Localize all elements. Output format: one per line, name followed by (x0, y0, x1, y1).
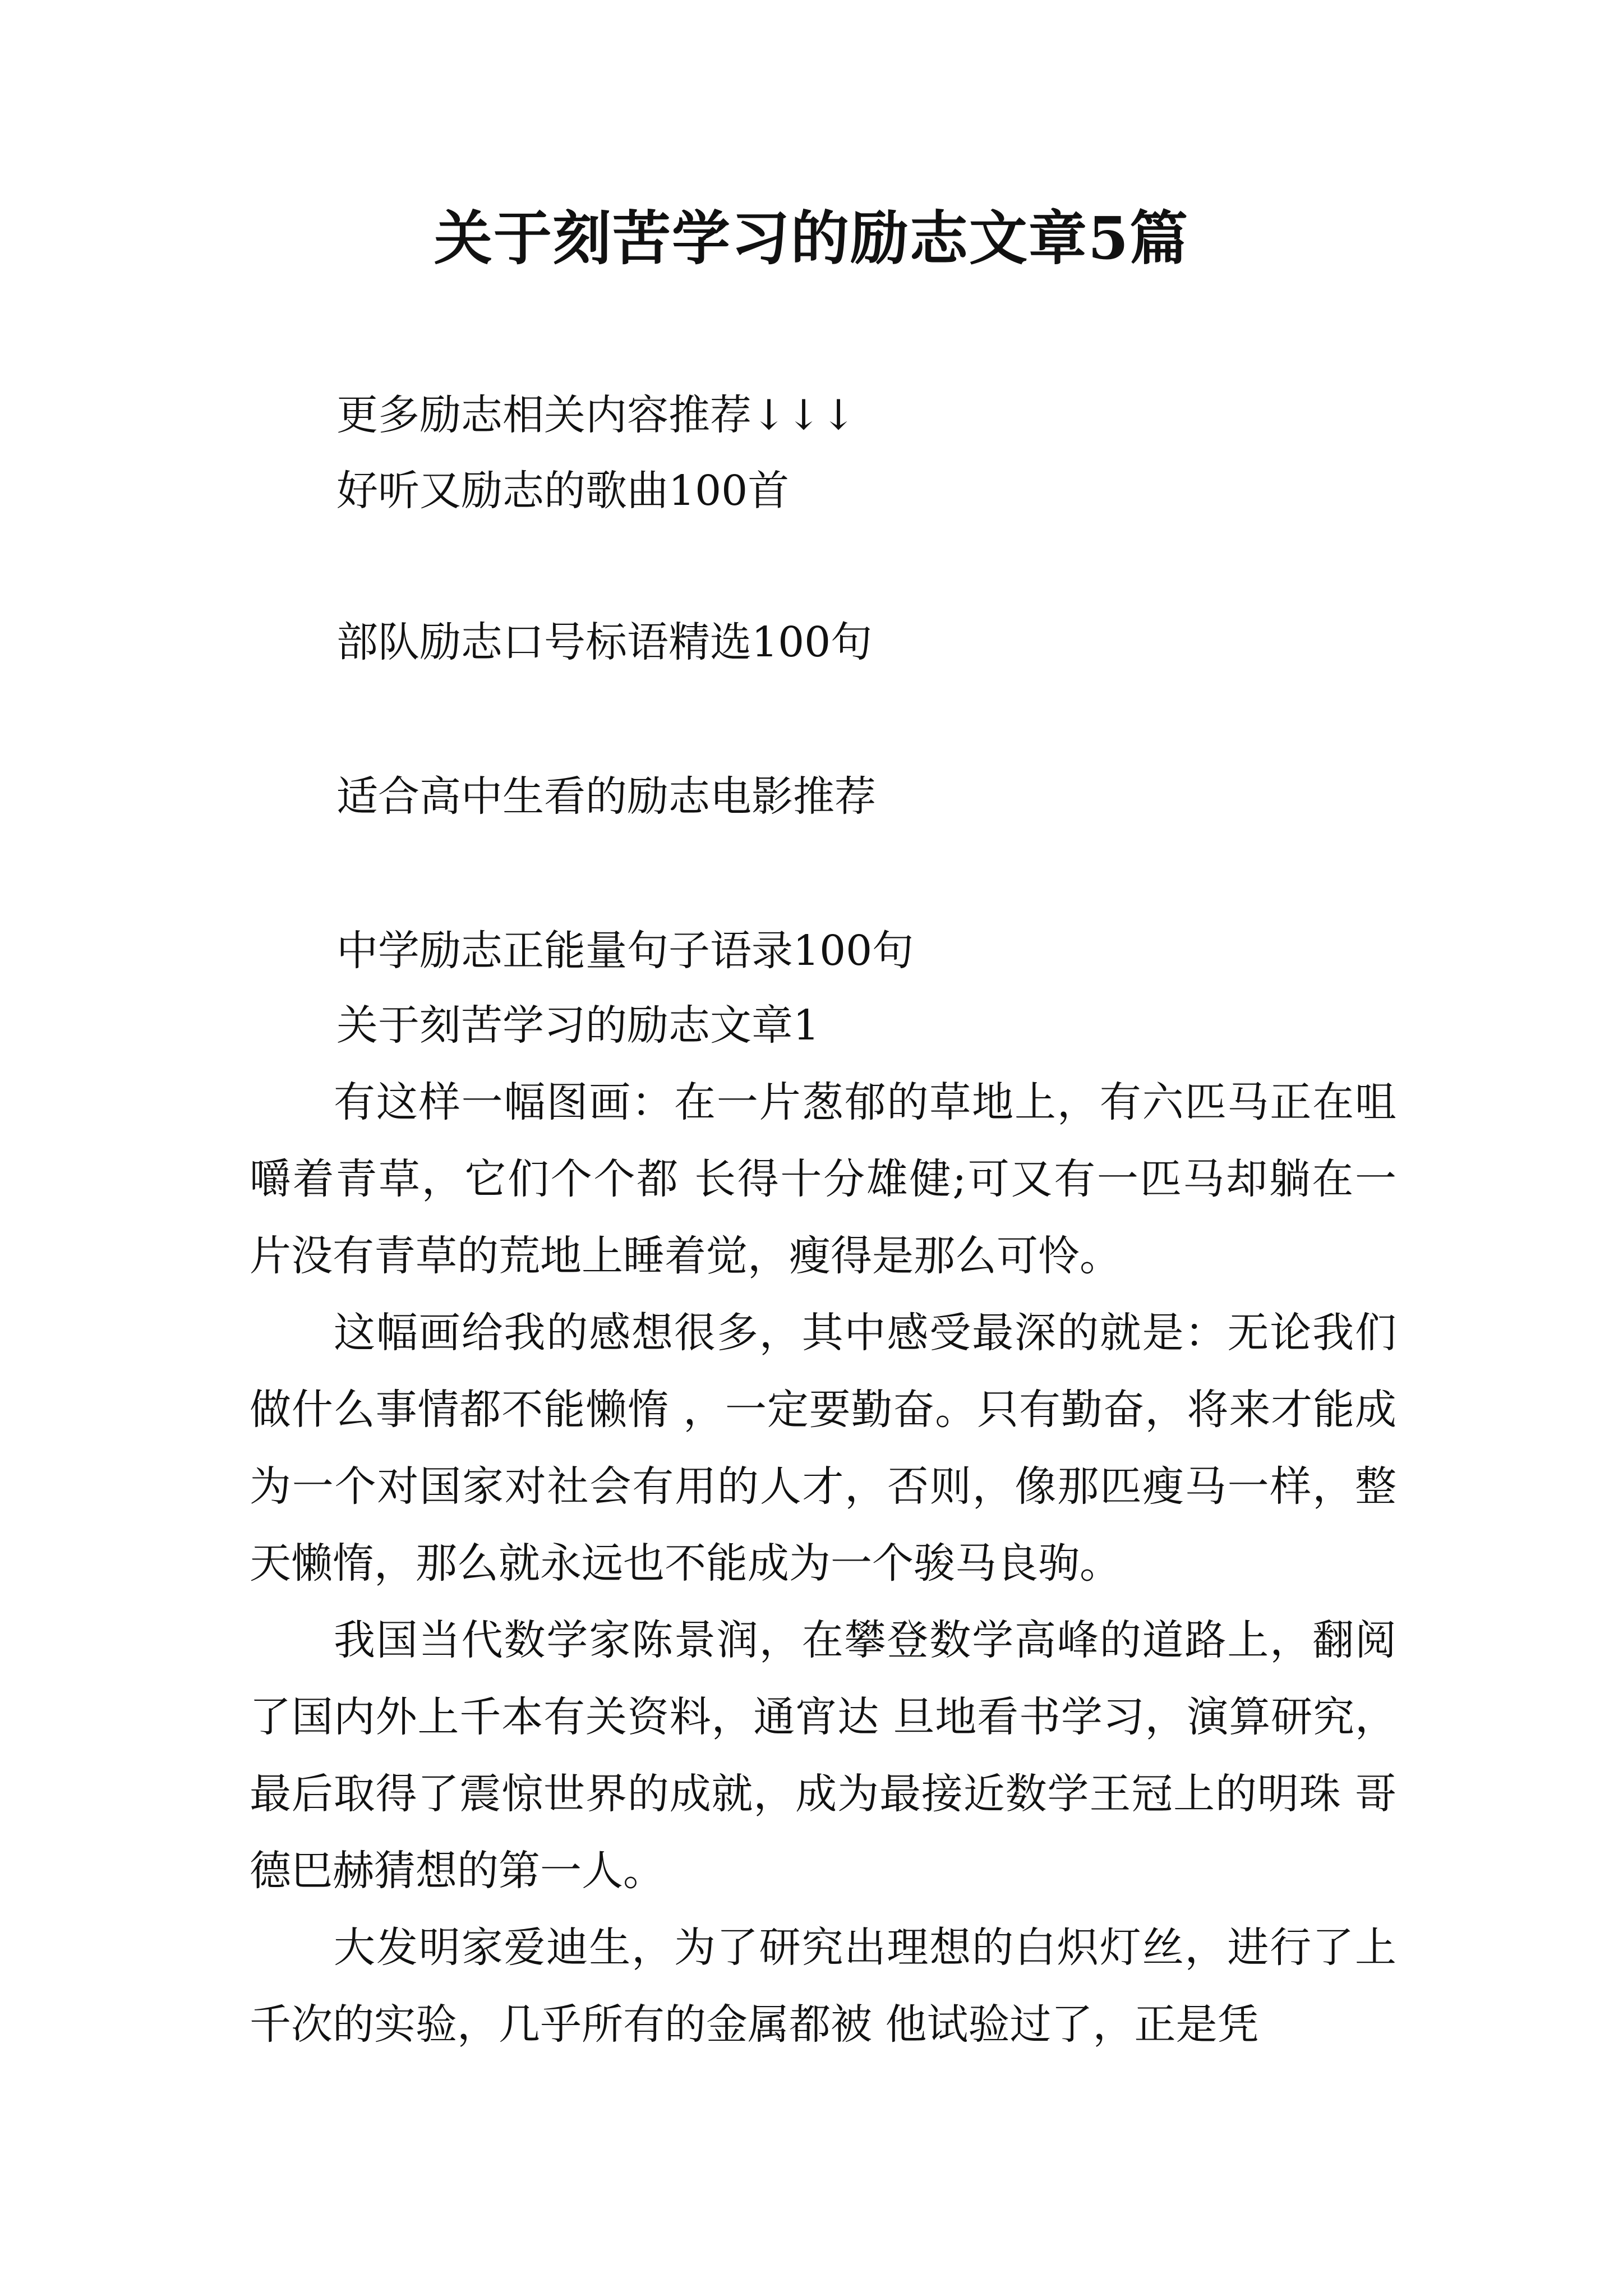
article-paragraph-2: 这幅画给我的感想很多，其中感受最深的就是：无论我们做什么事情都不能懒惰 ，一定要勤奋。只有勤奋，将来才能成为一个对国家对社会有用的人才，否则，像那匹瘦马一样，整天懒惰，那么就永远也不能成为一个骏马良驹。 (250, 1309, 1396, 1588)
recommendation-link-slogans[interactable]: 部队励志口号标语精选100句 (336, 618, 873, 666)
document-title: 关于刻苦学习的励志文章5篇 (434, 204, 1189, 273)
recommendation-link-songs[interactable]: 好听又励志的歌曲100首 (336, 467, 790, 515)
recommendations-heading: 更多励志相关内容推荐↓↓↓ (336, 391, 856, 439)
section-title: 关于刻苦学习的励志文章1 (336, 1001, 820, 1050)
article-paragraph-1: 有这样一幅图画：在一片葱郁的草地上，有六匹马正在咀嚼着青草，它们个个都 长得十分雄健;可又有一匹马却躺在一片没有青草的荒地上睡着觉，瘦得是那么可怜。 (250, 1078, 1396, 1280)
recommendation-link-movies[interactable]: 适合高中生看的励志电影推荐 (336, 772, 876, 821)
article-paragraph-3: 我国当代数学家陈景润，在攀登数学高峰的道路上，翻阅了国内外上千本有关资料，通宵达 旦地看书学习，演算研究，最后取得了震惊世界的成就，成为最接近数学王冠上的明珠 哥德巴赫猜想的第一人。 (250, 1616, 1396, 1895)
article-body (250, 1064, 1396, 2063)
recommendation-link-quotes[interactable]: 中学励志正能量句子语录100句 (336, 927, 914, 975)
article-paragraph-4: 大发明家爱迪生，为了研究出理想的白炽灯丝，进行了上千次的实验，几乎所有的金属都被 他试验过了，正是凭 (250, 1924, 1396, 2049)
